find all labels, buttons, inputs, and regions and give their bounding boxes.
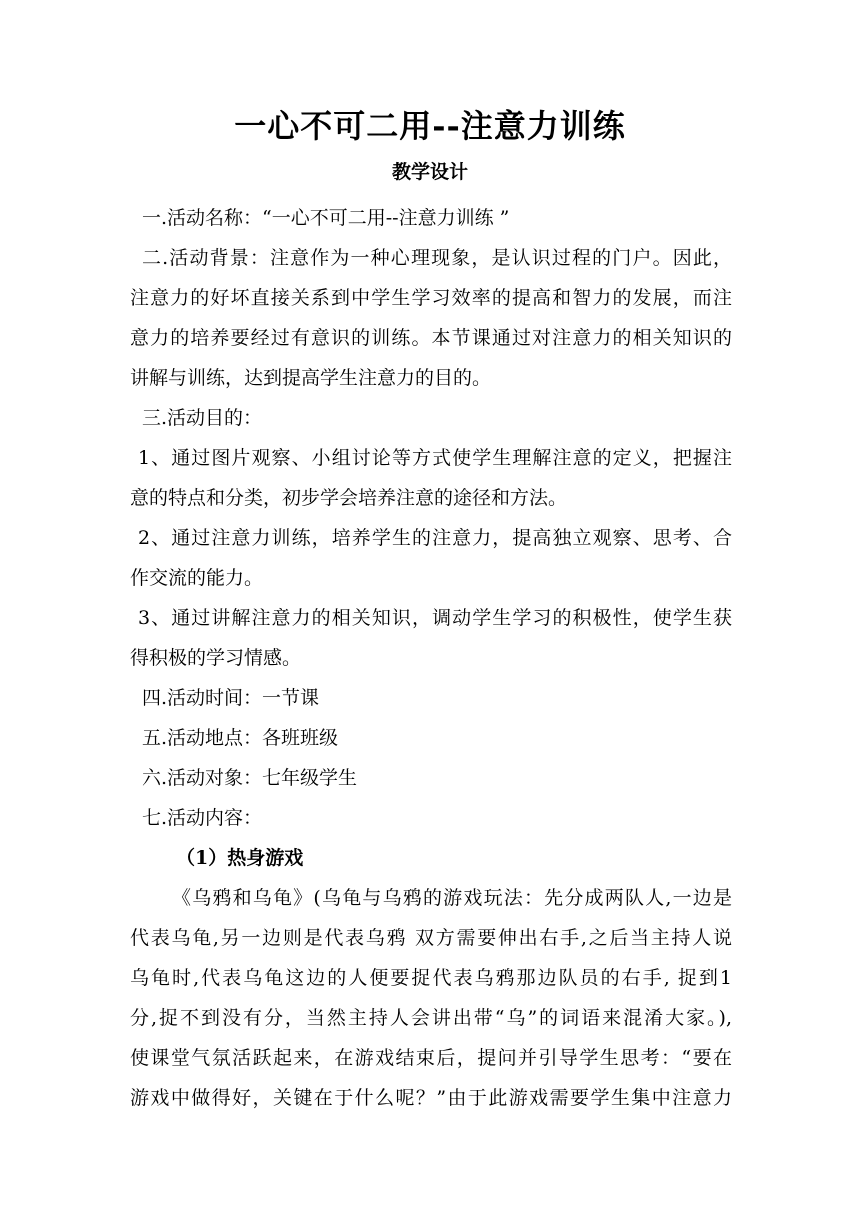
- section-goals-heading: 三.活动目的：: [142, 407, 263, 429]
- goal-2-line: 作交流的能力。: [130, 567, 264, 589]
- section-background-line: 二.活动背景：注意作为一种心理现象，是认识过程的门户。因此，: [142, 247, 732, 269]
- goal-1-line: 意的特点和分类，初步学会培养注意的途径和方法。: [130, 487, 568, 509]
- warmup-paragraph-line: 游戏中做得好，关键在于什么呢？”由于此游戏需要学生集中注意力: [130, 1087, 732, 1109]
- section-content-heading: 七.活动内容：: [142, 807, 263, 829]
- section-background-line: 意力的培养要经过有意识的训练。本节课通过对注意力的相关知识的: [130, 327, 732, 349]
- goal-2-line: 2、通过注意力训练，培养学生的注意力，提高独立观察、思考、合: [138, 527, 732, 549]
- document-subtitle: 教学设计: [391, 161, 468, 183]
- warmup-paragraph-line: 《乌鸦和乌龟》(乌龟与乌鸦的游戏玩法：先分成两队人,一边是: [172, 887, 732, 909]
- section-background-line: 讲解与训练，达到提高学生注意力的目的。: [130, 367, 492, 389]
- goal-3-line: 3、通过讲解注意力的相关知识，调动学生学习的积极性，使学生获: [138, 607, 732, 629]
- warmup-paragraph-line: 分,捉不到没有分，当然主持人会讲出带“乌”的词语来混淆大家。),: [130, 1007, 732, 1029]
- goal-1-line: 1、通过图片观察、小组讨论等方式使学生理解注意的定义，把握注: [138, 447, 732, 469]
- document-title: 一心不可二用--注意力训练: [234, 107, 626, 145]
- section-activity-name: 一.活动名称：“一心不可二用--注意力训练 ”: [142, 207, 510, 229]
- section-location: 五.活动地点：各班班级: [142, 727, 339, 749]
- warmup-paragraph-line: 使课堂气氛活跃起来，在游戏结束后，提问并引导学生思考：“要在: [130, 1047, 732, 1069]
- warmup-paragraph-line: 乌龟时,代表乌龟这边的人便要捉代表乌鸦那边队员的右手, 捉到1: [130, 967, 732, 989]
- warmup-paragraph-line: 代表乌龟,另一边则是代表乌鸦 双方需要伸出右手,之后当主持人说: [130, 927, 732, 949]
- section-audience: 六.活动对象：七年级学生: [142, 767, 358, 789]
- section-time: 四.活动时间：一节课: [142, 687, 320, 709]
- document-body: [130, 198, 732, 1118]
- warmup-game-heading: （1）热身游戏: [176, 847, 304, 869]
- goal-3-line: 得积极的学习情感。: [130, 647, 302, 669]
- section-background-line: 注意力的好坏直接关系到中学生学习效率的提高和智力的发展，而注: [130, 287, 732, 309]
